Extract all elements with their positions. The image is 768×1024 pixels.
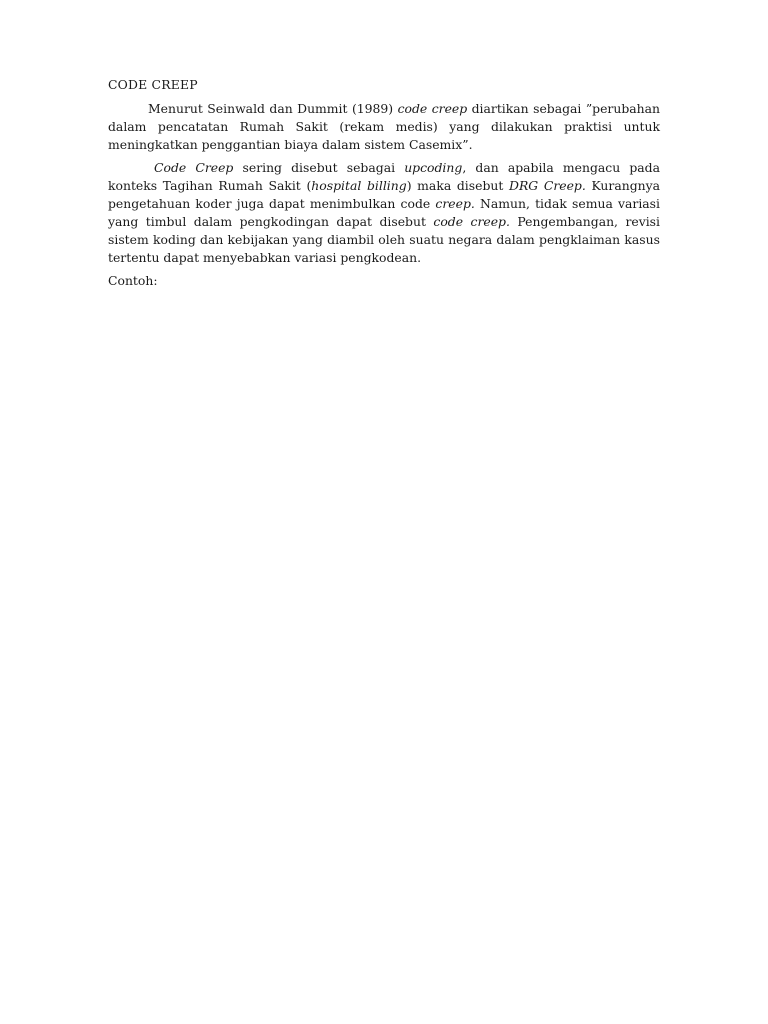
paragraph-text: , dan apabila mengacu pada konteks Tagihan Rumah Sakit ( xyxy=(108,160,660,193)
paragraph-text: ) maka disebut xyxy=(406,178,510,193)
italic-term: DRG Creep. xyxy=(509,178,586,193)
paragraph-text: Namun, tidak semua variasi yang timbul dalam pengkodingan dapat disebut xyxy=(108,196,661,229)
paragraph-text: Kurangnya pengetahuan koder juga dapat menimbulkan code xyxy=(108,178,660,211)
paragraph-text: sering disebut sebagai xyxy=(233,160,405,175)
italic-term: hospital billing xyxy=(311,178,407,193)
paragraph-text: Pengembangan, revisi sistem koding dan kebijakan yang diambil oleh suatu negara dalam pengklaiman kasus tertentu dapat menyebabkan variasi pengkodean. xyxy=(108,214,660,265)
section-heading: CODE CREEP xyxy=(108,77,198,92)
document-body xyxy=(108,76,660,290)
italic-term: code creep. xyxy=(433,214,510,229)
italic-term: upcoding xyxy=(404,160,463,175)
paragraph-explanation xyxy=(108,159,660,267)
paragraph-text: diartikan sebagai ”perubahan dalam pencatatan Rumah Sakit (rekam medis) yang dilakukan praktisi untuk meningkatkan penggantian biaya dalam sistem Casemix”. xyxy=(108,101,660,152)
italic-term: Code Creep xyxy=(154,160,234,175)
example-label: Contoh: xyxy=(108,273,158,288)
italic-term: creep. xyxy=(435,196,475,211)
italic-term: code creep xyxy=(397,101,468,116)
paragraph-text: Menurut Seinwald dan Dummit (1989) xyxy=(148,101,398,116)
paragraph-definition xyxy=(108,100,660,154)
